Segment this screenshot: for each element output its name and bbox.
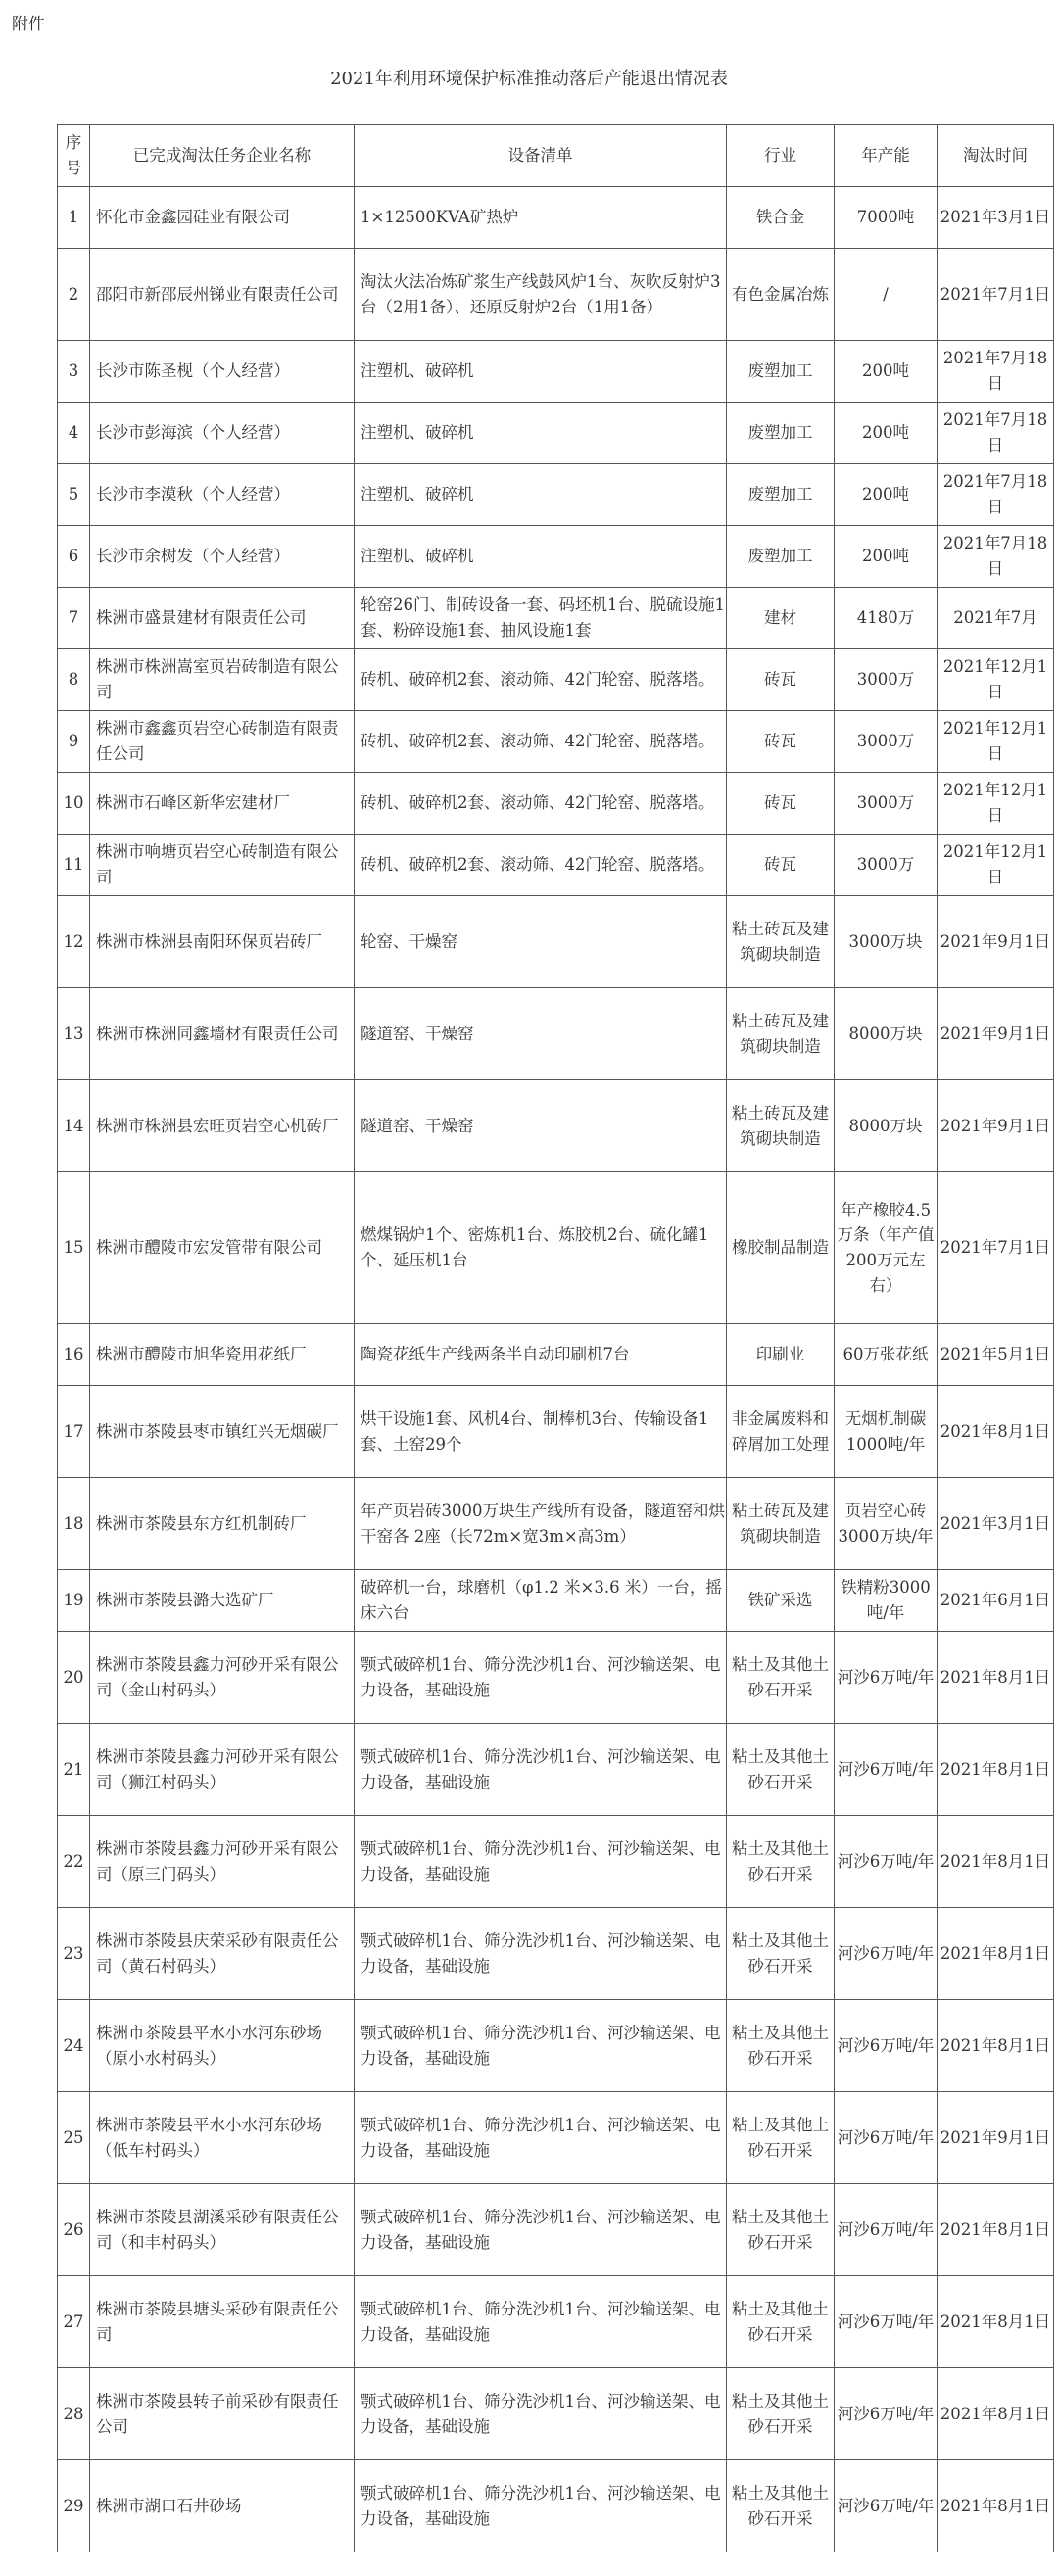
annual-capacity-cell: 河沙6万吨/年 — [835, 2276, 938, 2368]
table-body — [58, 187, 1054, 2552]
annual-capacity-cell: 60万张花纸 — [835, 1324, 938, 1386]
equipment-list-cell: 颚式破碎机1台、筛分洗沙机1台、河沙输送架、电力设备，基础设施 — [355, 2184, 727, 2276]
row-number-cell: 22 — [58, 1816, 90, 1908]
company-name-cell: 株洲市茶陵县转子前采砂有限责任公司 — [90, 2368, 355, 2460]
phase-out-date-cell: 2021年7月18日 — [938, 464, 1054, 526]
industry-cell: 粘土及其他土砂石开采 — [727, 2184, 835, 2276]
table-row — [58, 1570, 1054, 1632]
company-name-cell: 株洲市茶陵县平水小水河东砂场（原小水村码头） — [90, 2000, 355, 2092]
attachment-label: 附件 — [12, 15, 45, 34]
equipment-list-cell: 隧道窑、干燥窑 — [355, 988, 727, 1080]
company-name-cell: 邵阳市新邵辰州锑业有限责任公司 — [90, 249, 355, 341]
document-title: 2021年利用环境保护标准推动落后产能退出情况表 — [330, 69, 728, 89]
table-row — [58, 249, 1054, 341]
equipment-list-cell: 颚式破碎机1台、筛分洗沙机1台、河沙输送架、电力设备，基础设施 — [355, 2092, 727, 2184]
row-number-cell: 18 — [58, 1478, 90, 1570]
equipment-list-cell: 颚式破碎机1台、筛分洗沙机1台、河沙输送架、电力设备，基础设施 — [355, 2276, 727, 2368]
equipment-list-cell: 燃煤锅炉1个、密炼机1台、炼胶机2台、硫化罐1个、延压机1台 — [355, 1172, 727, 1324]
table-row — [58, 1908, 1054, 2000]
industry-cell: 废塑加工 — [727, 403, 835, 464]
column-header-industry: 行业 — [727, 125, 835, 187]
table-row — [58, 2184, 1054, 2276]
row-number-cell: 27 — [58, 2276, 90, 2368]
company-name-cell: 株洲市茶陵县鑫力河砂开采有限公司（金山村码头） — [90, 1632, 355, 1724]
annual-capacity-cell: 3000万 — [835, 711, 938, 773]
annual-capacity-cell: 河沙6万吨/年 — [835, 2184, 938, 2276]
company-name-cell: 株洲市茶陵县潞大选矿厂 — [90, 1570, 355, 1632]
company-name-cell: 长沙市李漠秋（个人经营） — [90, 464, 355, 526]
column-header-company: 已完成淘汰任务企业名称 — [90, 125, 355, 187]
phase-out-date-cell: 2021年12月1日 — [938, 835, 1054, 896]
annual-capacity-cell: 200吨 — [835, 526, 938, 588]
row-number-cell: 7 — [58, 588, 90, 649]
table-row — [58, 588, 1054, 649]
annual-capacity-cell: 200吨 — [835, 341, 938, 403]
annual-capacity-cell: 河沙6万吨/年 — [835, 1908, 938, 2000]
company-name-cell: 株洲市醴陵市旭华瓷用花纸厂 — [90, 1324, 355, 1386]
phase-out-date-cell: 2021年8月1日 — [938, 1816, 1054, 1908]
phase-out-date-cell: 2021年7月18日 — [938, 526, 1054, 588]
company-name-cell: 株洲市盛景建材有限责任公司 — [90, 588, 355, 649]
column-header-equipment: 设备清单 — [355, 125, 727, 187]
row-number-cell: 28 — [58, 2368, 90, 2460]
industry-cell: 粘土及其他土砂石开采 — [727, 2460, 835, 2552]
annual-capacity-cell: / — [835, 249, 938, 341]
phase-out-date-cell: 2021年8月1日 — [938, 2184, 1054, 2276]
table-row — [58, 1386, 1054, 1478]
row-number-cell: 29 — [58, 2460, 90, 2552]
table-row — [58, 2368, 1054, 2460]
table-row — [58, 1172, 1054, 1324]
column-header-no: 序号 — [58, 125, 90, 187]
row-number-cell: 16 — [58, 1324, 90, 1386]
company-name-cell: 株洲市响塘页岩空心砖制造有限公司 — [90, 835, 355, 896]
phase-out-date-cell: 2021年7月 — [938, 588, 1054, 649]
table-row — [58, 403, 1054, 464]
row-number-cell: 1 — [58, 187, 90, 249]
equipment-list-cell: 颚式破碎机1台、筛分洗沙机1台、河沙输送架、电力设备，基础设施 — [355, 1908, 727, 2000]
equipment-list-cell: 颚式破碎机1台、筛分洗沙机1台、河沙输送架、电力设备，基础设施 — [355, 1632, 727, 1724]
company-name-cell: 株洲市株洲同鑫墙材有限责任公司 — [90, 988, 355, 1080]
phase-out-date-cell: 2021年7月18日 — [938, 341, 1054, 403]
phase-out-date-cell: 2021年8月1日 — [938, 1724, 1054, 1816]
equipment-list-cell: 砖机、破碎机2套、滚动筛、42门轮窑、脱落塔。 — [355, 649, 727, 711]
company-name-cell: 株洲市株洲县南阳环保页岩砖厂 — [90, 896, 355, 988]
annual-capacity-cell: 无烟机制碳1000吨/年 — [835, 1386, 938, 1478]
table-row — [58, 464, 1054, 526]
company-name-cell: 长沙市余树发（个人经营） — [90, 526, 355, 588]
equipment-list-cell: 轮窑、干燥窑 — [355, 896, 727, 988]
annual-capacity-cell: 河沙6万吨/年 — [835, 1816, 938, 1908]
company-name-cell: 怀化市金鑫园硅业有限公司 — [90, 187, 355, 249]
phase-out-date-cell: 2021年12月1日 — [938, 773, 1054, 835]
row-number-cell: 26 — [58, 2184, 90, 2276]
table-row — [58, 1324, 1054, 1386]
company-name-cell: 株洲市茶陵县湖溪采砂有限责任公司（和丰村码头） — [90, 2184, 355, 2276]
table-row — [58, 2460, 1054, 2552]
equipment-list-cell: 陶瓷花纸生产线两条半自动印刷机7台 — [355, 1324, 727, 1386]
equipment-list-cell: 烘干设施1套、风机4台、制棒机3台、传输设备1套、土窑29个 — [355, 1386, 727, 1478]
industry-cell: 废塑加工 — [727, 341, 835, 403]
table-row — [58, 1478, 1054, 1570]
company-name-cell: 株洲市茶陵县庆荣采砂有限责任公司（黄石村码头） — [90, 1908, 355, 2000]
table-row — [58, 896, 1054, 988]
industry-cell: 建材 — [727, 588, 835, 649]
row-number-cell: 8 — [58, 649, 90, 711]
row-number-cell: 10 — [58, 773, 90, 835]
row-number-cell: 12 — [58, 896, 90, 988]
row-number-cell: 17 — [58, 1386, 90, 1478]
equipment-list-cell: 年产页岩砖3000万块生产线所有设备，隧道窑和烘干窑各 2座（长72m×宽3m×高3m） — [355, 1478, 727, 1570]
phase-out-date-cell: 2021年8月1日 — [938, 2460, 1054, 2552]
annual-capacity-cell: 页岩空心砖3000万块/年 — [835, 1478, 938, 1570]
annual-capacity-cell: 8000万块 — [835, 988, 938, 1080]
table-row — [58, 1080, 1054, 1172]
industry-cell: 非金属废料和碎屑加工处理 — [727, 1386, 835, 1478]
annual-capacity-cell: 200吨 — [835, 464, 938, 526]
equipment-list-cell: 破碎机一台，球磨机（φ1.2 米×3.6 米）一台，摇床六台 — [355, 1570, 727, 1632]
annual-capacity-cell: 3000万块 — [835, 896, 938, 988]
annual-capacity-cell: 3000万 — [835, 835, 938, 896]
phase-out-date-cell: 2021年6月1日 — [938, 1570, 1054, 1632]
phase-out-date-cell: 2021年12月1日 — [938, 711, 1054, 773]
industry-cell: 粘土砖瓦及建筑砌块制造 — [727, 1478, 835, 1570]
company-name-cell: 株洲市茶陵县鑫力河砂开采有限公司（原三门码头） — [90, 1816, 355, 1908]
table-row — [58, 2276, 1054, 2368]
row-number-cell: 13 — [58, 988, 90, 1080]
table-row — [58, 835, 1054, 896]
row-number-cell: 23 — [58, 1908, 90, 2000]
table-row — [58, 2000, 1054, 2092]
row-number-cell: 4 — [58, 403, 90, 464]
table-row — [58, 1816, 1054, 1908]
column-header-capacity: 年产能 — [835, 125, 938, 187]
industry-cell: 粘土及其他土砂石开采 — [727, 1724, 835, 1816]
equipment-list-cell: 砖机、破碎机2套、滚动筛、42门轮窑、脱落塔。 — [355, 773, 727, 835]
phase-out-date-cell: 2021年3月1日 — [938, 1478, 1054, 1570]
industry-cell: 印刷业 — [727, 1324, 835, 1386]
table-row — [58, 341, 1054, 403]
company-name-cell: 株洲市湖口石井砂场 — [90, 2460, 355, 2552]
capacity-exit-table — [57, 124, 1054, 2552]
phase-out-date-cell: 2021年9月1日 — [938, 1080, 1054, 1172]
industry-cell: 粘土及其他土砂石开采 — [727, 1816, 835, 1908]
annual-capacity-cell: 年产橡胶4.5万条（年产值200万元左右） — [835, 1172, 938, 1324]
row-number-cell: 19 — [58, 1570, 90, 1632]
industry-cell: 粘土砖瓦及建筑砌块制造 — [727, 988, 835, 1080]
company-name-cell: 株洲市茶陵县平水小水河东砂场（低车村码头） — [90, 2092, 355, 2184]
table-header-row — [58, 125, 1054, 187]
industry-cell: 橡胶制品制造 — [727, 1172, 835, 1324]
company-name-cell: 株洲市石峰区新华宏建材厂 — [90, 773, 355, 835]
row-number-cell: 21 — [58, 1724, 90, 1816]
industry-cell: 有色金属冶炼 — [727, 249, 835, 341]
row-number-cell: 3 — [58, 341, 90, 403]
company-name-cell: 长沙市彭海滨（个人经营） — [90, 403, 355, 464]
phase-out-date-cell: 2021年9月1日 — [938, 896, 1054, 988]
company-name-cell: 株洲市茶陵县塘头采砂有限责任公司 — [90, 2276, 355, 2368]
phase-out-date-cell: 2021年9月1日 — [938, 988, 1054, 1080]
company-name-cell: 株洲市茶陵县枣市镇红兴无烟碳厂 — [90, 1386, 355, 1478]
phase-out-date-cell: 2021年9月1日 — [938, 2092, 1054, 2184]
annual-capacity-cell: 河沙6万吨/年 — [835, 2092, 938, 2184]
equipment-list-cell: 1×12500KVA矿热炉 — [355, 187, 727, 249]
industry-cell: 粘土及其他土砂石开采 — [727, 1632, 835, 1724]
equipment-list-cell: 注塑机、破碎机 — [355, 526, 727, 588]
phase-out-date-cell: 2021年8月1日 — [938, 1386, 1054, 1478]
equipment-list-cell: 注塑机、破碎机 — [355, 403, 727, 464]
equipment-list-cell: 淘汰火法冶炼矿浆生产线鼓风炉1台、灰吹反射炉3台（2用1备）、还原反射炉2台（1用1备） — [355, 249, 727, 341]
row-number-cell: 2 — [58, 249, 90, 341]
industry-cell: 砖瓦 — [727, 649, 835, 711]
phase-out-date-cell: 2021年8月1日 — [938, 2000, 1054, 2092]
table-row — [58, 649, 1054, 711]
column-header-date: 淘汰时间 — [938, 125, 1054, 187]
equipment-list-cell: 轮窑26门、制砖设备一套、码坯机1台、脱硫设施1套、粉碎设施1套、抽风设施1套 — [355, 588, 727, 649]
equipment-list-cell: 颚式破碎机1台、筛分洗沙机1台、河沙输送架、电力设备，基础设施 — [355, 1816, 727, 1908]
annual-capacity-cell: 河沙6万吨/年 — [835, 2000, 938, 2092]
phase-out-date-cell: 2021年8月1日 — [938, 2276, 1054, 2368]
equipment-list-cell: 注塑机、破碎机 — [355, 341, 727, 403]
company-name-cell: 株洲市醴陵市宏发管带有限公司 — [90, 1172, 355, 1324]
equipment-list-cell: 注塑机、破碎机 — [355, 464, 727, 526]
phase-out-date-cell: 2021年8月1日 — [938, 2368, 1054, 2460]
industry-cell: 砖瓦 — [727, 711, 835, 773]
table-row — [58, 988, 1054, 1080]
industry-cell: 粘土及其他土砂石开采 — [727, 2000, 835, 2092]
phase-out-date-cell: 2021年7月1日 — [938, 249, 1054, 341]
equipment-list-cell: 隧道窑、干燥窑 — [355, 1080, 727, 1172]
equipment-list-cell: 颚式破碎机1台、筛分洗沙机1台、河沙输送架、电力设备，基础设施 — [355, 2368, 727, 2460]
industry-cell: 砖瓦 — [727, 835, 835, 896]
industry-cell: 粘土砖瓦及建筑砌块制造 — [727, 1080, 835, 1172]
industry-cell: 粘土及其他土砂石开采 — [727, 2092, 835, 2184]
company-name-cell: 长沙市陈圣枧（个人经营） — [90, 341, 355, 403]
row-number-cell: 5 — [58, 464, 90, 526]
industry-cell: 粘土及其他土砂石开采 — [727, 2276, 835, 2368]
row-number-cell: 11 — [58, 835, 90, 896]
annual-capacity-cell: 3000万 — [835, 649, 938, 711]
annual-capacity-cell: 7000吨 — [835, 187, 938, 249]
equipment-list-cell: 砖机、破碎机2套、滚动筛、42门轮窑、脱落塔。 — [355, 711, 727, 773]
table-row — [58, 711, 1054, 773]
phase-out-date-cell: 2021年12月1日 — [938, 649, 1054, 711]
row-number-cell: 14 — [58, 1080, 90, 1172]
industry-cell: 废塑加工 — [727, 464, 835, 526]
annual-capacity-cell: 河沙6万吨/年 — [835, 1632, 938, 1724]
annual-capacity-cell: 河沙6万吨/年 — [835, 2368, 938, 2460]
industry-cell: 废塑加工 — [727, 526, 835, 588]
table-row — [58, 187, 1054, 249]
row-number-cell: 25 — [58, 2092, 90, 2184]
industry-cell: 粘土及其他土砂石开采 — [727, 1908, 835, 2000]
row-number-cell: 20 — [58, 1632, 90, 1724]
table-row — [58, 1632, 1054, 1724]
annual-capacity-cell: 河沙6万吨/年 — [835, 1724, 938, 1816]
industry-cell: 铁合金 — [727, 187, 835, 249]
equipment-list-cell: 颚式破碎机1台、筛分洗沙机1台、河沙输送架、电力设备，基础设施 — [355, 2000, 727, 2092]
company-name-cell: 株洲市株洲县宏旺页岩空心机砖厂 — [90, 1080, 355, 1172]
company-name-cell: 株洲市茶陵县东方红机制砖厂 — [90, 1478, 355, 1570]
phase-out-date-cell: 2021年3月1日 — [938, 187, 1054, 249]
annual-capacity-cell: 铁精粉3000吨/年 — [835, 1570, 938, 1632]
industry-cell: 粘土砖瓦及建筑砌块制造 — [727, 896, 835, 988]
company-name-cell: 株洲市鑫鑫页岩空心砖制造有限责任公司 — [90, 711, 355, 773]
industry-cell: 粘土及其他土砂石开采 — [727, 2368, 835, 2460]
annual-capacity-cell: 3000万 — [835, 773, 938, 835]
phase-out-date-cell: 2021年8月1日 — [938, 1908, 1054, 2000]
table-row — [58, 526, 1054, 588]
company-name-cell: 株洲市茶陵县鑫力河砂开采有限公司（狮江村码头） — [90, 1724, 355, 1816]
annual-capacity-cell: 4180万 — [835, 588, 938, 649]
industry-cell: 砖瓦 — [727, 773, 835, 835]
row-number-cell: 6 — [58, 526, 90, 588]
row-number-cell: 24 — [58, 2000, 90, 2092]
equipment-list-cell: 颚式破碎机1台、筛分洗沙机1台、河沙输送架、电力设备，基础设施 — [355, 1724, 727, 1816]
table-row — [58, 2092, 1054, 2184]
phase-out-date-cell: 2021年5月1日 — [938, 1324, 1054, 1386]
industry-cell: 铁矿采选 — [727, 1570, 835, 1632]
table-row — [58, 773, 1054, 835]
phase-out-date-cell: 2021年7月18日 — [938, 403, 1054, 464]
annual-capacity-cell: 河沙6万吨/年 — [835, 2460, 938, 2552]
annual-capacity-cell: 8000万块 — [835, 1080, 938, 1172]
company-name-cell: 株洲市株洲嵩室页岩砖制造有限公司 — [90, 649, 355, 711]
annual-capacity-cell: 200吨 — [835, 403, 938, 464]
row-number-cell: 15 — [58, 1172, 90, 1324]
phase-out-date-cell: 2021年8月1日 — [938, 1632, 1054, 1724]
equipment-list-cell: 砖机、破碎机2套、滚动筛、42门轮窑、脱落塔。 — [355, 835, 727, 896]
table-row — [58, 1724, 1054, 1816]
row-number-cell: 9 — [58, 711, 90, 773]
phase-out-date-cell: 2021年7月1日 — [938, 1172, 1054, 1324]
equipment-list-cell: 颚式破碎机1台、筛分洗沙机1台、河沙输送架、电力设备，基础设施 — [355, 2460, 727, 2552]
